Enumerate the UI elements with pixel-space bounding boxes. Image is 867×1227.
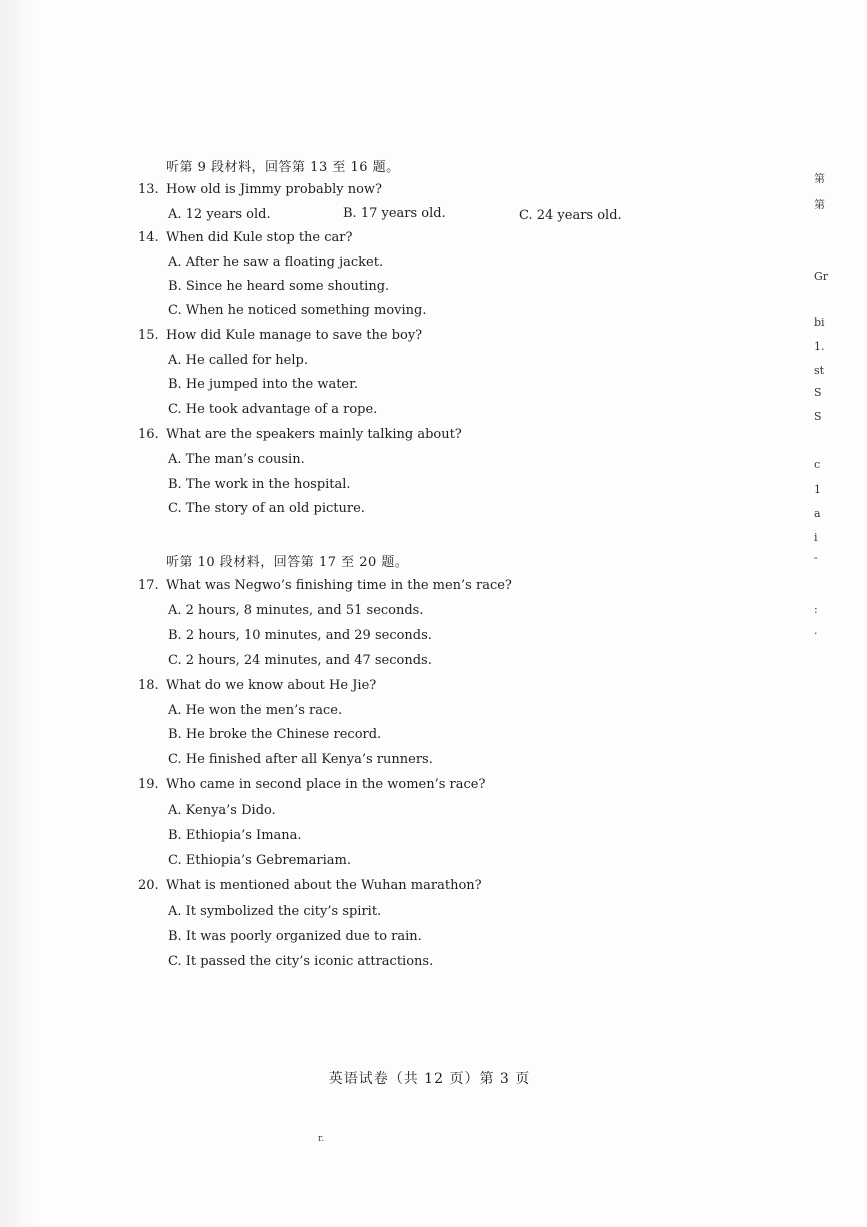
question-number: 15. — [138, 328, 159, 343]
option-a: A. The man’s cousin. — [168, 452, 305, 467]
option-b: B. Since he heard some shouting. — [168, 279, 390, 294]
question-number: 18. — [138, 678, 159, 693]
edge-fragment: - — [814, 551, 818, 564]
question-stem: What are the speakers mainly talking about? — [166, 427, 462, 442]
option-a: A. Kenya’s Dido. — [168, 803, 276, 818]
option-b: B. 2 hours, 10 minutes, and 29 seconds. — [168, 628, 432, 643]
option-a: A. 2 hours, 8 minutes, and 51 seconds. — [168, 603, 424, 618]
option-b: B. It was poorly organized due to rain. — [168, 929, 422, 944]
section-heading-10: 听第 10 段材料，回答第 17 至 20 题。 — [166, 555, 409, 570]
option-c: C. He took advantage of a rope. — [168, 402, 378, 417]
edge-fragment: bi — [814, 316, 825, 329]
stray-mark: r. — [318, 1134, 325, 1144]
edge-fragment: S — [814, 410, 822, 423]
option-c: C. 2 hours, 24 minutes, and 47 seconds. — [168, 653, 432, 668]
scan-shadow — [0, 0, 40, 1227]
edge-fragment: 第 — [814, 198, 825, 211]
question-number: 19. — [138, 777, 159, 792]
option-b: B. 17 years old. — [343, 206, 446, 221]
question-number: 20. — [138, 878, 159, 893]
question-stem: What was Negwo’s finishing time in the men’s race? — [166, 578, 512, 593]
option-c: C. It passed the city’s iconic attractions. — [168, 954, 434, 969]
edge-fragment: : — [814, 603, 818, 616]
question-number: 14. — [138, 230, 159, 245]
question-number: 16. — [138, 427, 159, 442]
edge-fragment: 1 — [814, 483, 821, 496]
question-stem: What is mentioned about the Wuhan marathon? — [166, 878, 482, 893]
question-stem: Who came in second place in the women’s race? — [166, 777, 486, 792]
edge-fragment: Gr — [814, 270, 829, 283]
edge-fragment: i — [814, 531, 818, 544]
edge-fragment: c — [814, 458, 821, 471]
section-heading-9: 听第 9 段材料，回答第 13 至 16 题。 — [166, 160, 400, 175]
option-a: A. 12 years old. — [168, 207, 271, 222]
option-c: C. When he noticed something moving. — [168, 303, 427, 318]
option-a: A. He called for help. — [168, 353, 308, 368]
option-b: B. Ethiopia’s Imana. — [168, 828, 302, 843]
edge-fragment: · — [814, 627, 818, 640]
question-stem: When did Kule stop the car? — [166, 230, 353, 245]
option-a: A. He won the men’s race. — [168, 703, 343, 718]
edge-fragment: 第 — [814, 172, 825, 185]
question-stem: How did Kule manage to save the boy? — [166, 328, 423, 343]
edge-fragment: a — [814, 507, 821, 520]
edge-fragment: st — [814, 364, 825, 377]
option-c: C. Ethiopia’s Gebremariam. — [168, 853, 351, 868]
option-b: B. The work in the hospital. — [168, 477, 351, 492]
option-c: C. He finished after all Kenya’s runners. — [168, 752, 433, 767]
page-number-text: 英语试卷（共 12 页）第 3 页 — [328, 1071, 531, 1087]
question-stem: How old is Jimmy probably now? — [166, 182, 383, 197]
page-footer — [0, 1068, 867, 1088]
option-a: A. After he saw a floating jacket. — [168, 255, 384, 270]
question-number: 17. — [138, 578, 159, 593]
option-c: C. The story of an old picture. — [168, 501, 365, 516]
option-a: A. It symbolized the city’s spirit. — [168, 904, 382, 919]
edge-fragment: S — [814, 386, 822, 399]
question-number: 13. — [138, 182, 159, 197]
edge-fragment: 1. — [814, 340, 825, 353]
option-c: C. 24 years old. — [519, 208, 622, 223]
option-b: B. He jumped into the water. — [168, 377, 359, 392]
question-stem: What do we know about He Jie? — [166, 678, 377, 693]
option-b: B. He broke the Chinese record. — [168, 727, 382, 742]
